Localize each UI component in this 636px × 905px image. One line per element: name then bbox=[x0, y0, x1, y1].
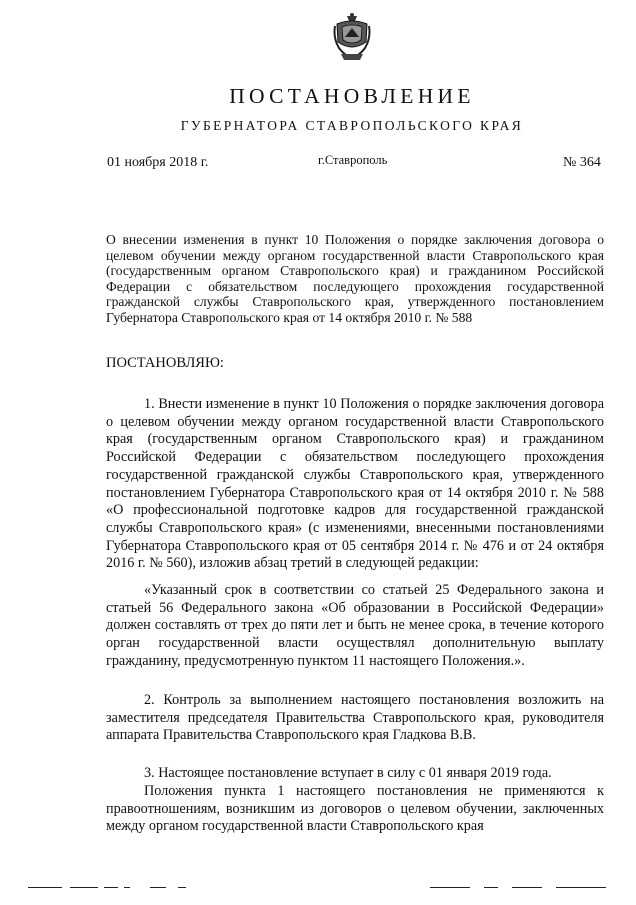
paragraph-3: 3. Настоящее постановление вступает в силу с 01 января 2019 года. bbox=[144, 765, 552, 781]
footer-mark bbox=[556, 887, 606, 888]
footer-mark bbox=[150, 887, 166, 888]
footer-mark bbox=[70, 887, 98, 888]
paragraph-1-quote: «Указанный срок в соответствии со статьей 25 Федерального закона и статьей 56 Федерального закона «Об образовании в Российской Федерации» должен составлять от трех до пяти лет и быть не менее срока, в течение которого орган государственной власти осуществлял дополнительную выплату гражданину, предусмотренную пунктом 11 настоящего Положения.». bbox=[106, 582, 604, 669]
decree-heading: ПОСТАНОВЛЯЮ: bbox=[106, 355, 224, 371]
footer-mark bbox=[512, 887, 542, 888]
document-number: № 364 bbox=[563, 155, 601, 170]
paragraph-4: Положения пункта 1 настоящего постановления не применяются к правоотношениям, возникшим из договоров о целевом обучении, заключенных между органом государственной власти Ставропольского края bbox=[106, 783, 604, 835]
footer-mark bbox=[104, 887, 118, 888]
footer-mark bbox=[28, 887, 62, 888]
coat-of-arms-icon bbox=[333, 12, 371, 62]
paragraph-2: 2. Контроль за выполнением настоящего постановления возложить на заместителя председателя Правительства Ставропольского края, руководителя аппарата Правительства Ставропольского края Гладкова В.В. bbox=[106, 692, 604, 744]
paragraph-1: 1. Внести изменение в пункт 10 Положения о порядке заключения договора о целевом обучении между органом государственной власти Ставропольского края (государственным органом Ставропольского края) и гражданином Российской Федерации с обязательством последующего прохождения государственной гражданской службы Ставропольского края, утвержденного постановлением Губернатора Ставропольского края от 14 октября 2010 г. № 588 «О профессиональной подготовке кадров для государственной гражданской службы Ставропольского края» (с изменениями, внесенными постановлениями Губернатора Ставропольского края от 05 сентября 2014 г. № 476 и от 24 октября 2016 г. № 560), изложив абзац третий в следующей редакции: bbox=[106, 396, 604, 572]
footer-mark bbox=[430, 887, 470, 888]
document-title: ПОСТАНОВЛЕНИЕ bbox=[229, 84, 475, 108]
document-subject: О внесении изменения в пункт 10 Положения о порядке заключения договора о целевом обучении между органом государственной власти Ставропольского края (государственным органом Ставропольского края) и гражданином Российской Федерации с обязательством последующего прохождения государственной гражданской службы Ставропольского края, утвержденного постановлением Губернатора Ставропольского края от 14 октября 2010 г. № 588 bbox=[106, 232, 604, 325]
footer-mark bbox=[124, 887, 130, 888]
footer-mark bbox=[178, 887, 186, 888]
footer-mark bbox=[484, 887, 498, 888]
document-city: г.Ставрополь bbox=[318, 153, 388, 167]
document-subtitle: ГУБЕРНАТОРА СТАВРОПОЛЬСКОГО КРАЯ bbox=[180, 118, 524, 133]
document-date: 01 ноября 2018 г. bbox=[107, 155, 209, 170]
